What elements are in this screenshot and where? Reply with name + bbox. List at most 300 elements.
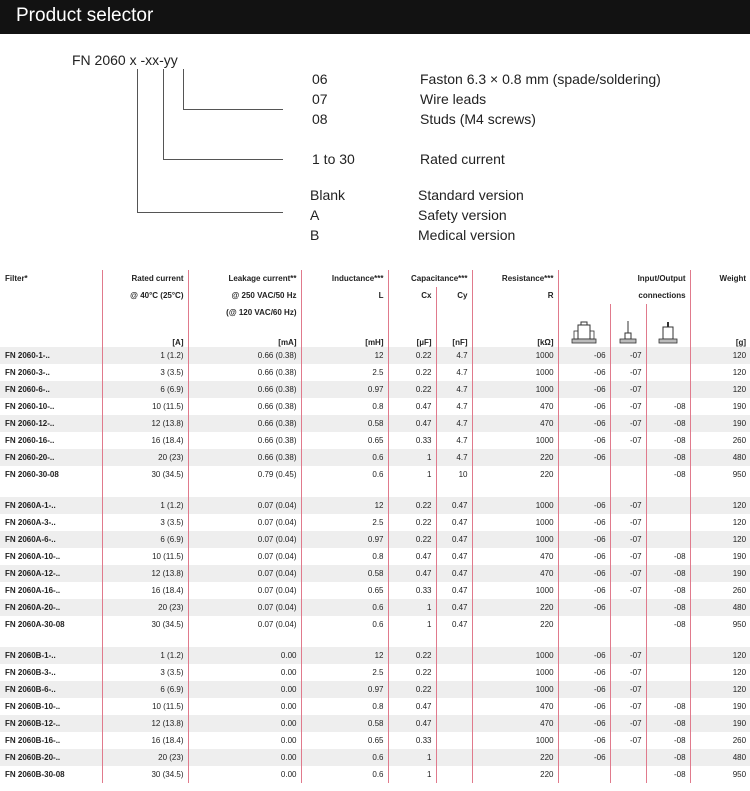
cx-value: 0.47	[388, 415, 436, 432]
col-header-resistance: Resistance***	[472, 270, 558, 287]
rated-current: 16 (18.4)	[102, 582, 188, 599]
cx-value: 0.22	[388, 381, 436, 398]
conn-08	[646, 647, 690, 664]
cx-value: 1	[388, 749, 436, 766]
cy-value: 4.7	[436, 347, 472, 364]
wire-lead-icon	[618, 321, 638, 345]
cy-value: 4.7	[436, 398, 472, 415]
leakage-current: 0.07 (0.04)	[188, 565, 301, 582]
cx-value: 0.47	[388, 548, 436, 565]
stud-terminal-icon	[657, 321, 679, 345]
filter-name: FN 2060B-6-..	[0, 681, 102, 698]
resistance: 470	[472, 415, 558, 432]
rated-current: 16 (18.4)	[102, 732, 188, 749]
leakage-current: 0.66 (0.38)	[188, 364, 301, 381]
unit-weight: [g]	[735, 338, 747, 347]
bracket-line	[183, 109, 283, 110]
filter-name: FN 2060B-3-..	[0, 664, 102, 681]
cy-value	[436, 766, 472, 783]
filter-name: FN 2060-30-08	[0, 466, 102, 483]
option-code: 1 to 30	[312, 151, 355, 167]
cx-value: 0.22	[388, 514, 436, 531]
inductance: 0.6	[301, 599, 388, 616]
weight: 480	[690, 449, 750, 466]
cy-value: 0.47	[436, 616, 472, 633]
conn-08	[646, 664, 690, 681]
rated-current: 6 (6.9)	[102, 531, 188, 548]
header-row	[0, 304, 750, 321]
weight: 260	[732, 736, 747, 745]
rated-current: 10 (11.5)	[102, 548, 188, 565]
conn-06: -06	[558, 497, 610, 514]
option-code: B	[310, 227, 320, 243]
option-code: A	[310, 207, 320, 223]
weight: 120	[690, 681, 750, 698]
cy-value: 0.47	[436, 582, 472, 599]
weight: 190	[732, 402, 747, 411]
rated-current: 3 (3.5)	[102, 364, 188, 381]
conn-08	[646, 514, 690, 531]
leakage-current: 0.00	[188, 732, 301, 749]
weight: 950	[732, 470, 747, 479]
filter-name: FN 2060A-30-08	[0, 616, 102, 633]
conn-06: -06	[558, 647, 610, 664]
rated-current: 20 (23)	[102, 749, 188, 766]
table-row	[0, 616, 750, 633]
conn-06: -06	[558, 715, 610, 732]
inductance: 12	[301, 647, 388, 664]
filter-name: FN 2060B-30-08	[0, 766, 102, 783]
conn-06: -06	[558, 732, 610, 749]
weight: 950	[732, 770, 747, 779]
conn-07	[610, 449, 646, 466]
table-row	[0, 432, 750, 449]
cy-value: 0.47	[436, 531, 472, 548]
option-code: 08	[312, 111, 328, 127]
conn-08: -08	[646, 565, 690, 582]
unit-leakage: [mA]	[188, 321, 301, 347]
conn-07	[610, 766, 646, 783]
filter-name: FN 2060A-16-..	[0, 582, 102, 599]
resistance: 220	[472, 766, 558, 783]
filter-name: FN 2060B-1-..	[0, 647, 102, 664]
inductance: 0.6	[301, 616, 388, 633]
table-row	[0, 715, 750, 732]
cy-value: 4.7	[436, 381, 472, 398]
conn-06	[558, 766, 610, 783]
rated-current: 16 (18.4)	[102, 432, 188, 449]
conn-08	[646, 497, 690, 514]
weight: 120	[690, 347, 750, 364]
weight: 120	[690, 531, 750, 548]
table-row	[0, 647, 750, 664]
cy-symbol: Cy	[436, 287, 472, 304]
leakage-current: 0.00	[188, 766, 301, 783]
cx-value: 1	[388, 466, 436, 483]
table-row	[0, 582, 750, 599]
rated-current: 1 (1.2)	[102, 347, 188, 364]
conn-06: -06	[558, 548, 610, 565]
page-title: Product selector	[16, 5, 154, 26]
resistance: 1000	[472, 497, 558, 514]
resistance: 1000	[472, 347, 558, 364]
resistance: 1000	[472, 514, 558, 531]
header-row	[0, 270, 750, 287]
resistance: 220	[472, 749, 558, 766]
table-row	[0, 565, 750, 582]
filter-spec-table	[0, 270, 750, 783]
rated-current: 1 (1.2)	[102, 647, 188, 664]
resistance-symbol: R	[472, 287, 558, 304]
cy-value	[436, 647, 472, 664]
conn-07	[610, 616, 646, 633]
filter-name: FN 2060-6-..	[0, 381, 102, 398]
leakage-current: 0.07 (0.04)	[188, 531, 301, 548]
inductance: 12	[301, 347, 388, 364]
conn-06: -06	[558, 749, 610, 766]
conn-08: -08	[646, 749, 690, 766]
col-header-inductance: Inductance***	[301, 270, 388, 287]
cy-value	[436, 732, 472, 749]
conn-08: -08	[646, 449, 690, 466]
conn-08	[646, 364, 690, 381]
weight: 120	[732, 368, 747, 377]
leakage-current: 0.66 (0.38)	[188, 415, 301, 432]
conn-07: -07	[610, 514, 646, 531]
conn-08: -08	[646, 766, 690, 783]
weight: 190	[690, 415, 750, 432]
cx-value: 0.47	[388, 698, 436, 715]
inductance: 12	[301, 497, 388, 514]
inductance: 0.97	[301, 381, 388, 398]
weight: 190	[690, 565, 750, 582]
cx-value: 0.22	[388, 347, 436, 364]
group-spacer	[0, 633, 750, 647]
conn-06: -06	[558, 415, 610, 432]
conn-08	[646, 681, 690, 698]
conn-07: -07	[610, 698, 646, 715]
conn-08: -08	[646, 466, 690, 483]
inductance: 2.5	[301, 664, 388, 681]
inductance: 2.5	[301, 364, 388, 381]
filter-name: FN 2060A-10-..	[0, 548, 102, 565]
col-header-leakage: Leakage current**	[188, 270, 301, 287]
conn-07	[610, 599, 646, 616]
rated-current: 10 (11.5)	[102, 698, 188, 715]
inductance: 0.8	[301, 698, 388, 715]
option-desc: Faston 6.3 × 0.8 mm (spade/soldering)	[420, 71, 661, 87]
weight: 120	[732, 668, 747, 677]
unit-inductance: [mH]	[301, 321, 388, 347]
filter-name: FN 2060A-12-..	[0, 565, 102, 582]
inductance: 0.58	[301, 565, 388, 582]
unit-resistance: [kΩ]	[472, 321, 558, 347]
bracket-line	[137, 69, 138, 212]
resistance: 1000	[472, 381, 558, 398]
inductance: 2.5	[301, 514, 388, 531]
filter-name: FN 2060-16-..	[0, 432, 102, 449]
cx-value: 0.22	[388, 647, 436, 664]
rated-condition: @ 40°C (25°C)	[102, 287, 188, 304]
weight: 120	[732, 518, 747, 527]
weight: 950	[732, 620, 747, 629]
conn-08: -08	[646, 432, 690, 449]
cy-value: 4.7	[436, 364, 472, 381]
resistance: 220	[472, 449, 558, 466]
rated-current: 3 (3.5)	[102, 514, 188, 531]
cy-value: 0.47	[436, 599, 472, 616]
resistance: 220	[472, 599, 558, 616]
leakage-current: 0.00	[188, 715, 301, 732]
inductance: 0.8	[301, 398, 388, 415]
conn-06: -06	[558, 364, 610, 381]
col-header-filter: Filter*	[0, 270, 102, 287]
cy-value	[436, 664, 472, 681]
conn-07: -07	[610, 531, 646, 548]
col-header-weight: Weight	[719, 274, 747, 283]
cx-value: 1	[388, 599, 436, 616]
inductance-symbol: L	[301, 287, 388, 304]
cx-value: 0.22	[388, 497, 436, 514]
conn-07: -07	[610, 548, 646, 565]
resistance: 1000	[472, 364, 558, 381]
conn-06: -06	[558, 381, 610, 398]
conn-08: -08	[646, 616, 690, 633]
table-row	[0, 347, 750, 364]
conn-06: -06	[558, 531, 610, 548]
leakage-current: 0.66 (0.38)	[188, 432, 301, 449]
conn-06	[558, 616, 610, 633]
conn-06: -06	[558, 664, 610, 681]
filter-name: FN 2060B-12-..	[0, 715, 102, 732]
table-row	[0, 514, 750, 531]
table-row	[0, 415, 750, 432]
option-desc: Standard version	[418, 187, 524, 203]
rated-current: 30 (34.5)	[102, 616, 188, 633]
cy-value: 0.47	[436, 565, 472, 582]
table-row	[0, 398, 750, 415]
cx-value: 0.33	[388, 432, 436, 449]
cx-value: 1	[388, 449, 436, 466]
resistance: 470	[472, 398, 558, 415]
leakage-current: 0.07 (0.04)	[188, 616, 301, 633]
conn-08: -08	[646, 582, 690, 599]
conn-07: -07	[610, 715, 646, 732]
inductance: 0.97	[301, 531, 388, 548]
cx-value: 0.22	[388, 681, 436, 698]
cy-value	[436, 749, 472, 766]
rated-current: 30 (34.5)	[102, 766, 188, 783]
conn-07: -07	[610, 732, 646, 749]
weight: 190	[690, 715, 750, 732]
cy-value: 0.47	[436, 514, 472, 531]
weight: 480	[690, 749, 750, 766]
table-row	[0, 698, 750, 715]
weight: 260	[732, 436, 747, 445]
cy-value: 4.7	[436, 415, 472, 432]
leakage-current: 0.00	[188, 647, 301, 664]
option-code: 07	[312, 91, 328, 107]
table-row	[0, 732, 750, 749]
leakage-current: 0.66 (0.38)	[188, 347, 301, 364]
leakage-current: 0.00	[188, 681, 301, 698]
resistance: 1000	[472, 681, 558, 698]
conn-07	[610, 749, 646, 766]
option-desc: Wire leads	[420, 91, 487, 107]
conn-08	[646, 347, 690, 364]
weight: 260	[732, 586, 747, 595]
units-row	[0, 321, 750, 347]
leakage-condition-2: (@ 120 VAC/60 Hz)	[188, 304, 301, 321]
conn-06: -06	[558, 582, 610, 599]
leakage-current: 0.00	[188, 749, 301, 766]
conn-06: -06	[558, 432, 610, 449]
resistance: 220	[472, 466, 558, 483]
filter-name: FN 2060-3-..	[0, 364, 102, 381]
resistance: 1000	[472, 582, 558, 599]
conn-06: -06	[558, 698, 610, 715]
inductance: 0.97	[301, 681, 388, 698]
cx-value: 0.22	[388, 364, 436, 381]
conn-08	[646, 381, 690, 398]
filter-name: FN 2060A-1-..	[0, 497, 102, 514]
cy-value: 0.47	[436, 548, 472, 565]
weight: 120	[690, 647, 750, 664]
cx-value: 0.47	[388, 398, 436, 415]
leakage-current: 0.66 (0.38)	[188, 449, 301, 466]
table-row	[0, 497, 750, 514]
col-header-capacitance: Capacitance***	[388, 270, 472, 287]
part-number-code: FN 2060 x -xx-yy	[72, 52, 178, 68]
cy-value	[436, 715, 472, 732]
inductance: 0.6	[301, 466, 388, 483]
conn-07: -07	[610, 398, 646, 415]
conn-07: -07	[610, 565, 646, 582]
cx-value: 0.22	[388, 664, 436, 681]
rated-current: 12 (13.8)	[102, 415, 188, 432]
resistance: 470	[472, 565, 558, 582]
cx-value: 0.47	[388, 715, 436, 732]
resistance: 1000	[472, 647, 558, 664]
conn-07: -07	[610, 415, 646, 432]
filter-name: FN 2060-10-..	[0, 398, 102, 415]
cy-value: 4.7	[436, 432, 472, 449]
cx-value: 0.33	[388, 732, 436, 749]
option-code: 06	[312, 71, 328, 87]
filter-name: FN 2060B-16-..	[0, 732, 102, 749]
inductance: 0.6	[301, 749, 388, 766]
option-desc: Rated current	[420, 151, 505, 167]
cx-value: 0.22	[388, 531, 436, 548]
filter-name: FN 2060-1-..	[0, 347, 102, 364]
cx-value: 1	[388, 616, 436, 633]
table-row	[0, 364, 750, 381]
leakage-current: 0.07 (0.04)	[188, 514, 301, 531]
leakage-current: 0.00	[188, 698, 301, 715]
cx-value: 1	[388, 766, 436, 783]
table-row	[0, 531, 750, 548]
conn-08: -08	[646, 732, 690, 749]
cy-value	[436, 698, 472, 715]
weight: 190	[732, 702, 747, 711]
filter-name: FN 2060A-6-..	[0, 531, 102, 548]
weight: 120	[690, 497, 750, 514]
filter-name: FN 2060-20-..	[0, 449, 102, 466]
leakage-current: 0.66 (0.38)	[188, 381, 301, 398]
conn-07: -07	[610, 347, 646, 364]
conn-06	[558, 466, 610, 483]
header-row	[0, 287, 750, 304]
resistance: 1000	[472, 432, 558, 449]
resistance: 470	[472, 698, 558, 715]
conn-08: -08	[646, 599, 690, 616]
filter-name: FN 2060B-10-..	[0, 698, 102, 715]
conn-08: -08	[646, 415, 690, 432]
inductance: 0.6	[301, 766, 388, 783]
unit-cx: [µF]	[388, 321, 436, 347]
conn-06: -06	[558, 449, 610, 466]
conn-07: -07	[610, 364, 646, 381]
conn-07: -07	[610, 647, 646, 664]
cy-value: 10	[436, 466, 472, 483]
conn-08: -08	[646, 698, 690, 715]
option-desc: Medical version	[418, 227, 516, 243]
filter-name: FN 2060A-20-..	[0, 599, 102, 616]
bracket-line	[163, 69, 164, 159]
leakage-current: 0.79 (0.45)	[188, 466, 301, 483]
conn-06: -06	[558, 514, 610, 531]
conn-07: -07	[610, 381, 646, 398]
resistance: 220	[472, 616, 558, 633]
resistance: 1000	[472, 732, 558, 749]
unit-rated: [A]	[102, 321, 188, 347]
rated-current: 20 (23)	[102, 449, 188, 466]
rated-current: 10 (11.5)	[102, 398, 188, 415]
table-row	[0, 681, 750, 698]
option-desc: Safety version	[418, 207, 507, 223]
filter-name: FN 2060B-20-..	[0, 749, 102, 766]
header-bar	[0, 0, 750, 34]
weight: 120	[690, 381, 750, 398]
inductance: 0.65	[301, 432, 388, 449]
table-row	[0, 664, 750, 681]
rated-current: 6 (6.9)	[102, 381, 188, 398]
leakage-current: 0.07 (0.04)	[188, 599, 301, 616]
col-header-io: Input/Output	[558, 270, 690, 287]
weight: 190	[732, 552, 747, 561]
conn-06: -06	[558, 565, 610, 582]
inductance: 0.65	[301, 582, 388, 599]
rated-current: 12 (13.8)	[102, 715, 188, 732]
weight: 480	[690, 599, 750, 616]
filter-name: FN 2060-12-..	[0, 415, 102, 432]
io-subheader: connections	[558, 287, 690, 304]
conn-07: -07	[610, 664, 646, 681]
table-row	[0, 599, 750, 616]
inductance: 0.8	[301, 548, 388, 565]
rated-current: 3 (3.5)	[102, 664, 188, 681]
bracket-line	[137, 212, 283, 213]
filter-name: FN 2060A-3-..	[0, 514, 102, 531]
unit-cy: [nF]	[436, 321, 472, 347]
resistance: 1000	[472, 531, 558, 548]
cy-value: 4.7	[436, 449, 472, 466]
table-row	[0, 548, 750, 565]
conn-06: -06	[558, 599, 610, 616]
conn-08	[646, 531, 690, 548]
table-row	[0, 449, 750, 466]
conn-07	[610, 466, 646, 483]
